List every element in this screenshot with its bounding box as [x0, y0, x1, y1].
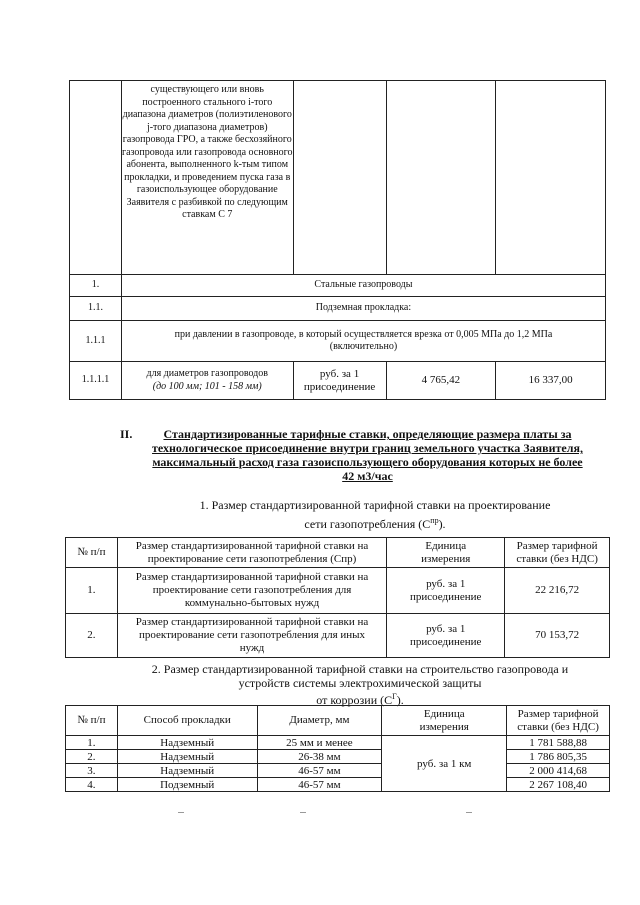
value-cell: 16 337,00: [496, 362, 606, 400]
row-description: Размер стандартизированной тарифной ставки на проектирование сети газопотребления для коммунально-бытовых нужд: [117, 568, 386, 614]
heading-text-end: ).: [438, 517, 446, 531]
table-header-row: [66, 706, 610, 736]
value-cell: 1 781 588,88: [507, 736, 610, 750]
column-header: Размер тарифной ставки (без НДС): [505, 538, 610, 568]
table-row: [70, 81, 606, 275]
tariff-table-continuation: [69, 80, 606, 400]
unit-cell: руб. за 1 присоединение: [293, 362, 386, 400]
table-row: [70, 321, 606, 362]
table-header-row: [66, 538, 610, 568]
scan-mark: [178, 812, 184, 813]
scan-mark: [300, 812, 306, 813]
row-number: 1.: [70, 275, 122, 297]
value-cell: 2 000 414,68: [507, 764, 610, 778]
table-row: [66, 736, 610, 750]
method-cell: Надземный: [117, 750, 257, 764]
heading-superscript: Г: [392, 692, 397, 701]
unit-cell: руб. за 1 присоединение: [387, 614, 505, 658]
method-cell: Надземный: [117, 736, 257, 750]
heading-text: сети газопотребления (С: [304, 517, 431, 531]
row-number: 2.: [66, 750, 118, 764]
row-description: Размер стандартизированной тарифной ставки на проектирование сети газопотребления для иных нужд: [117, 614, 386, 658]
row-heading: Подземная прокладка:: [121, 297, 605, 321]
diameter-description: [121, 362, 293, 400]
heading-superscript: пр: [430, 516, 439, 525]
heading-line: 2. Размер стандартизированной тарифной ставки на строительство газопровода и: [151, 662, 569, 676]
value-cell: 1 786 805,35: [507, 750, 610, 764]
table-row: [66, 614, 610, 658]
table-row: [66, 764, 610, 778]
row-heading: при давлении в газопроводе, в который осуществляется врезка от 0,005 МПа до 1,2 МПа (включительно): [121, 321, 605, 362]
diameter-description-line2: (до 100 мм; 101 - 158 мм): [152, 380, 262, 392]
value-cell: 2 267 108,40: [507, 778, 610, 792]
column-header: Способ прокладки: [117, 706, 257, 736]
table-row: [70, 362, 606, 400]
diameter-cell: 46-57 мм: [257, 764, 382, 778]
heading-line: [160, 513, 590, 532]
cell-empty: [496, 81, 606, 275]
diameter-cell: 25 мм и менее: [257, 736, 382, 750]
continuation-description: существующего или вновь построенного стального i-того диапазона диаметров (полиэтиленового j-того диапазона диаметров) газопровода ГРО, а также бесхозяйного газопровода или газопровода основного абонента, выполненного k-тым типом прокладки, и проведением пуска газа в газоиспользующее оборудование Заявителя с разбивкой по следующим ставкам С 7: [121, 81, 293, 275]
value-cell: 22 216,72: [505, 568, 610, 614]
column-header: Диаметр, мм: [257, 706, 382, 736]
diameter-cell: 46-57 мм: [257, 778, 382, 792]
table-row: [70, 297, 606, 321]
method-cell: Подземный: [117, 778, 257, 792]
table-row: [66, 778, 610, 792]
cell-empty: [386, 81, 496, 275]
row-number: 2.: [66, 614, 118, 658]
row-heading: Стальные газопроводы: [121, 275, 605, 297]
column-header: № п/п: [66, 538, 118, 568]
heading-text: от коррозии (С: [316, 693, 393, 707]
heading-line: устройств системы электрохимической защиты: [238, 676, 482, 690]
column-header: Размер тарифной ставки (без НДС): [507, 706, 610, 736]
heading-line: 1. Размер стандартизированной тарифной ставки на проектирование: [199, 498, 551, 512]
subsection-heading-2: [130, 662, 590, 707]
row-number: 1.: [66, 568, 118, 614]
column-header: Единица измерения: [387, 538, 505, 568]
cell-empty: [293, 81, 386, 275]
unit-cell: руб. за 1 км: [382, 736, 507, 792]
scan-mark: [466, 812, 472, 813]
row-number: 1.1.: [70, 297, 122, 321]
section-number: II.: [120, 427, 133, 441]
design-rate-table: [65, 537, 610, 658]
table-row: [66, 750, 610, 764]
row-number: 1.: [66, 736, 118, 750]
construction-rate-table: [65, 705, 610, 792]
row-number: 3.: [66, 764, 118, 778]
row-number: 1.1.1.1: [70, 362, 122, 400]
diameter-cell: 26-38 мм: [257, 750, 382, 764]
cell-empty: [70, 81, 122, 275]
row-number: 4.: [66, 778, 118, 792]
column-header: Размер стандартизированной тарифной ставки на проектирование сети газопотребления (Спр): [117, 538, 386, 568]
section-title: Стандартизированные тарифные ставки, определяющие размера платы за технологическое присоединение внутри границ земельного участка Заявителя, максимальный расход газа газоиспользующего оборудования которых не более 42 м3/час: [152, 427, 583, 483]
subsection-heading-1: [160, 497, 590, 532]
table-row: [66, 568, 610, 614]
unit-cell: руб. за 1 присоединение: [387, 568, 505, 614]
column-header: Единица измерения: [382, 706, 507, 736]
column-header: № п/п: [66, 706, 118, 736]
method-cell: Надземный: [117, 764, 257, 778]
row-number: 1.1.1: [70, 321, 122, 362]
value-cell: 4 765,42: [386, 362, 496, 400]
diameter-description-line1: для диаметров газопроводов: [146, 368, 268, 379]
section-heading: [120, 427, 590, 483]
table-row: [70, 275, 606, 297]
heading-text-end: ).: [396, 693, 404, 707]
value-cell: 70 153,72: [505, 614, 610, 658]
